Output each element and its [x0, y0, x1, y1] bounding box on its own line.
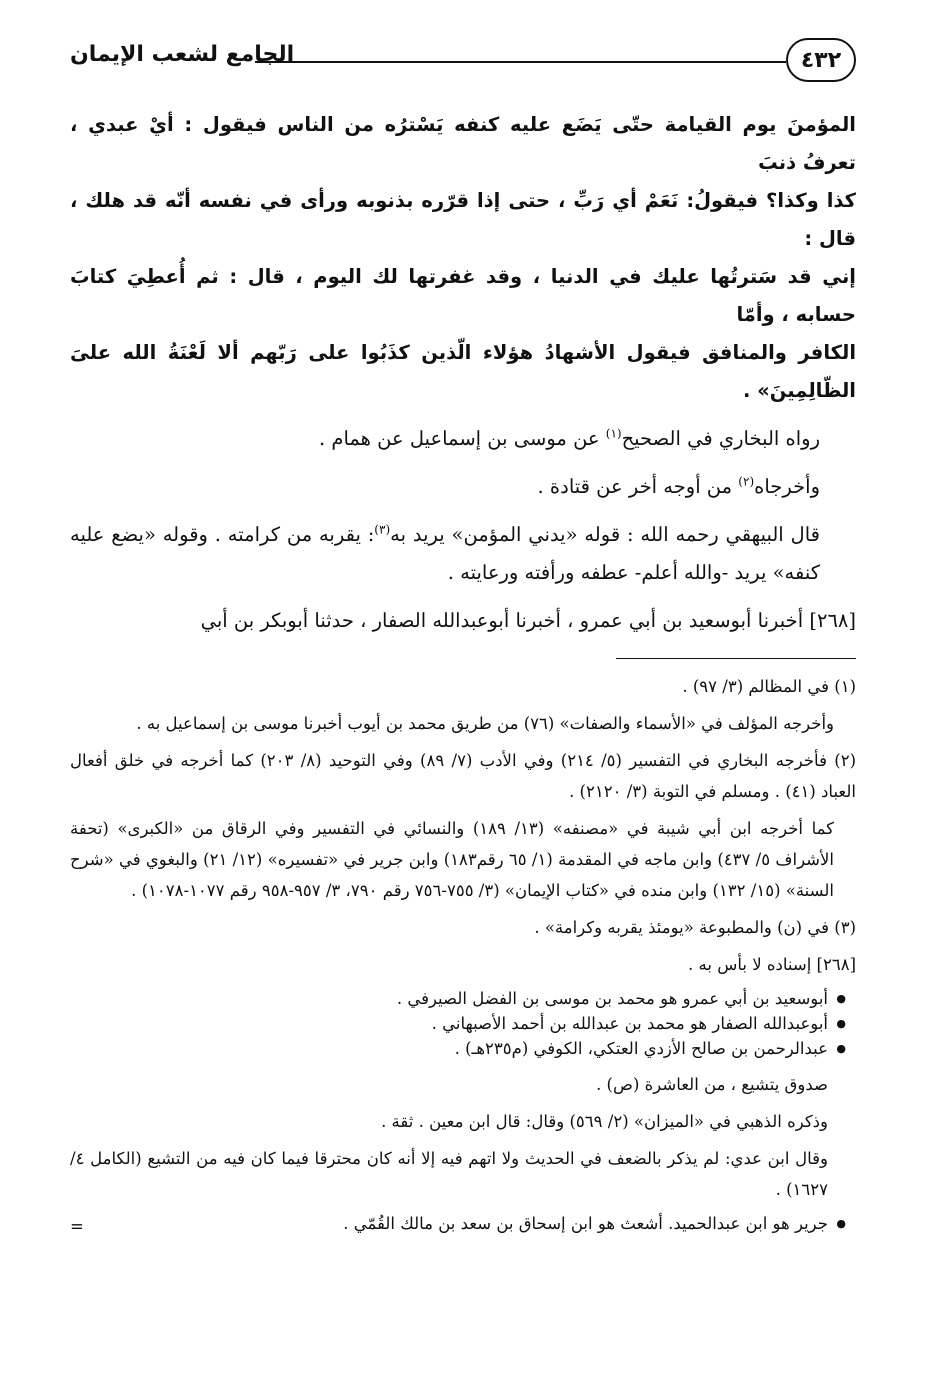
hadith-line: المؤمنَ يوم القيامة حتّى يَضَع عليه كنفه يَسْترُه من الناس فيقول : أيْ عبدي ، تعرفُ ذنبَ: [70, 113, 856, 174]
footnote-ref-1[interactable]: (١): [605, 426, 622, 441]
footnote-1-detail: وأخرجه المؤلف في «الأسماء والصفات» (٧٦) من طريق محمد بن أيوب أخبرنا موسى بن إسماعيل به .: [136, 714, 834, 733]
main-text: [70, 420, 856, 640]
narrator-list: [70, 986, 856, 1061]
hadith-line: إني قد سَترتُها عليك في الدنيا ، وقد غفرتها لك اليوم ، قال : ثم أُعطِيَ كتابَ حسابه ، وأمّا: [70, 265, 856, 326]
header-rule: [255, 61, 786, 63]
paragraph-bayhaqi: قال البيهقي رحمه الله : قوله «يدني المؤمن» يريد به$^{(٣)}$: يقربه من كرامته . وقوله «يضع عليه كنفه» يريد -والله أعلم- عطفه ورأفته ورعايته .: [70, 522, 820, 584]
footnote-ref-3[interactable]: (٣): [374, 522, 391, 537]
footnotes: [70, 671, 856, 1236]
narrator-note: وقال ابن عدي: لم يذكر بالضعف في الحديث ولا اتهم فيه إلا أنه كان محترقا فيما كان فيه من التشيع (الكامل ٤/ ١٦٢٧) .: [70, 1149, 828, 1199]
hadith-line: الكافر والمنافق فيقول الأشهادُ هؤلاء الّذين كذَبُوا على رَبّهم ألا لَعْنَةُ الله علىَ الظّالِمِينَ» .: [70, 341, 856, 402]
footnote-ref-2[interactable]: (٢): [738, 474, 755, 489]
list-item: ● أبوسعيد بن أبي عمرو هو محمد بن موسى بن الفضل الصيرفي .: [70, 986, 828, 1011]
list-item: ● جرير هو ابن عبدالحميد. أشعث هو ابن إسحاق بن سعد بن مالك القُمّي .: [70, 1211, 828, 1236]
hadith-text: [70, 106, 856, 410]
page-header: [70, 30, 856, 90]
paragraph-akhrajah: وأخرجاه$^{(٢)}$ من أوجه أخر عن قتادة .: [537, 474, 820, 498]
footnote-1: (١) في المظالم (٣/ ٩٧) .: [682, 677, 856, 696]
continuation-mark: =: [70, 1217, 84, 1236]
book-page: [70, 30, 856, 1350]
narrator-list-2: [70, 1211, 856, 1236]
footnote-divider: [616, 658, 856, 659]
list-item: ● عبدالرحمن بن صالح الأزدي العتكي، الكوفي (م٢٣٥هـ) .: [70, 1036, 828, 1061]
narrator-note: صدوق يتشيع ، من العاشرة (ص) .: [596, 1075, 828, 1094]
list-item: ● أبوعبدالله الصفار هو محمد بن عبدالله بن أحمد الأصبهاني .: [70, 1011, 828, 1036]
paragraph-268: [٢٦٨] أخبرنا أبوسعيد بن أبي عمرو ، أخبرنا أبوعبدالله الصفار ، حدثنا أبوبكر بن أبي: [200, 609, 856, 632]
footnote-3: (٣) في (ن) والمطبوعة «يومئذ يقربه وكرامة» .: [534, 918, 856, 937]
footnote-268: [٢٦٨] إسناده لا بأس به .: [688, 955, 856, 974]
hadith-line: كذا وكذا؟ فيقولُ: نَعَمْ أي رَبِّ ، حتى إذا قرّره بذنوبه ورأى في نفسه أنّه قد هلك ، قال :: [70, 189, 856, 250]
page-number: ٤٣٢: [786, 38, 856, 82]
paragraph-bukhari: رواه البخاري في الصحيح$^{(١)}$ عن موسى بن إسماعيل عن همام .: [318, 426, 820, 450]
narrator-note: وذكره الذهبي في «الميزان» (٢/ ٥٦٩) وقال: قال ابن معين . ثقة .: [381, 1112, 828, 1131]
footnote-2-detail: كما أخرجه ابن أبي شيبة في «مصنفه» (١٣/ ١٨٩) والنسائي في التفسير وفي الرقاق من «الكبرى» (تحفة الأشراف ٥/ ٤٣٧) وابن ماجه في المقدمة (١/ ٦٥ رقم١٨٣) وابن جرير في «تفسيره» (١٢/ ٢١) والبغوي في «شرح السنة» (١٥/ ١٣٢) وابن منده في «كتاب الإيمان» (٣/ ٧٥٥-٧٥٦ رقم ٧٩٠، ٣/ ٩٥٧-٩٥٨ رقم ١٠٧٧-١٠٧٨) .: [70, 819, 834, 900]
footnote-2: (٢) فأخرجه البخاري في التفسير (٥/ ٢١٤) وفي الأدب (٧/ ٨٩) وفي التوحيد (٨/ ٢٠٣) كما أخرجه في خلق أفعال العباد (٤١) . ومسلم في التوبة (٣/ ٢١٢٠) .: [70, 751, 857, 801]
running-title: الجامع لشعب الإيمان: [70, 42, 295, 67]
